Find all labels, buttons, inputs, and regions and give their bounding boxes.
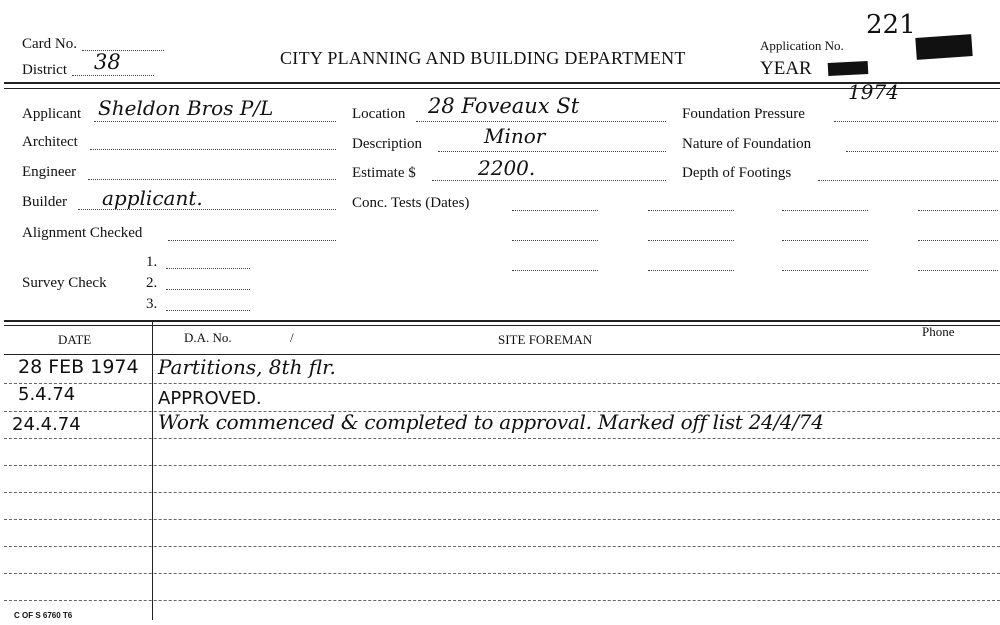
header-rule-2 [4, 88, 1000, 89]
conc-test-line [648, 270, 734, 271]
conc-test-line [782, 210, 868, 211]
row-divider [4, 465, 1000, 466]
conc-test-line [918, 270, 998, 271]
location-value: 28 Foveaux St [428, 94, 580, 118]
estimate-line [432, 180, 666, 181]
log-entry-text: APPROVED. [158, 388, 262, 409]
engineer-label: Engineer [22, 164, 77, 180]
conc-test-line [782, 270, 868, 271]
application-no-label: Application No. [760, 38, 844, 53]
conc-test-line [648, 240, 734, 241]
row-divider [4, 600, 1000, 601]
application-no-value: 221 [866, 10, 916, 40]
applicant-line [94, 121, 336, 122]
location-label: Location [352, 106, 406, 122]
survey-item-2: 2. [146, 275, 158, 291]
description-value: Minor [484, 124, 546, 148]
nature-of-foundation-label: Nature of Foundation [682, 136, 812, 152]
date-column-divider [152, 320, 153, 620]
engineer-line [88, 179, 336, 180]
survey-check-label: Survey Check [22, 275, 107, 291]
row-divider [4, 519, 1000, 520]
log-entry-date: 28 FEB 1974 [18, 356, 139, 378]
conc-test-line [512, 210, 598, 211]
survey-line-1 [166, 268, 250, 269]
year-value: 1974 [848, 80, 899, 104]
estimate-value: 2200. [478, 156, 536, 180]
district-value: 38 [94, 50, 121, 74]
survey-item-3: 3. [146, 296, 158, 312]
form-code: C OF S 6760 T6 [14, 611, 73, 620]
conc-test-line [918, 240, 998, 241]
depth-of-footings-label: Depth of Footings [682, 165, 792, 181]
foundation-pressure-line [834, 121, 998, 122]
row-divider [4, 573, 1000, 574]
redaction-mark [915, 34, 972, 60]
foundation-pressure-label: Foundation Pressure [682, 106, 805, 122]
phone-header: Phone [922, 324, 955, 339]
row-divider [4, 438, 1000, 439]
applicant-label: Applicant [22, 106, 82, 122]
nature-of-foundation-line [846, 151, 998, 152]
survey-line-2 [166, 289, 250, 290]
log-entry-date: 5.4.74 [18, 384, 76, 405]
conc-test-line [782, 240, 868, 241]
card-no-label: Card No. [22, 36, 77, 52]
row-divider [4, 492, 1000, 493]
log-entry-text: Partitions, 8th flr. [158, 355, 336, 379]
da-no-slash: / [290, 330, 294, 345]
district-line [72, 75, 154, 76]
applicant-value: Sheldon Bros P/L [98, 96, 274, 120]
log-top-rule-2 [4, 325, 1000, 326]
builder-label: Builder [22, 194, 67, 210]
depth-of-footings-line [818, 180, 998, 181]
survey-line-3 [166, 310, 250, 311]
page-title: CITY PLANNING AND BUILDING DEPARTMENT [280, 48, 686, 68]
conc-test-line [512, 240, 598, 241]
row-divider [4, 383, 1000, 384]
conc-test-line [918, 210, 998, 211]
year-label: YEAR [760, 58, 812, 79]
conc-test-line [512, 270, 598, 271]
da-no-header: D.A. No. [184, 330, 232, 345]
log-entry-date: 24.4.74 [12, 414, 81, 435]
conc-test-line [648, 210, 734, 211]
alignment-line [168, 240, 336, 241]
row-divider [4, 546, 1000, 547]
log-top-rule [4, 320, 1000, 322]
description-label: Description [352, 136, 422, 152]
architect-label: Architect [22, 134, 78, 150]
builder-value: applicant. [102, 186, 203, 210]
survey-item-1: 1. [146, 254, 158, 270]
header-rule [4, 82, 1000, 84]
site-foreman-header: SITE FOREMAN [498, 332, 593, 347]
conc-tests-label: Conc. Tests (Dates) [352, 195, 470, 211]
date-header: DATE [58, 332, 92, 347]
log-entry-text: Work commenced & completed to approval. Marked off list 24/4/74 [158, 410, 824, 434]
architect-line [90, 149, 336, 150]
district-label: District [22, 62, 67, 78]
header-row-rule [4, 354, 1000, 355]
alignment-checked-label: Alignment Checked [22, 225, 143, 241]
estimate-label: Estimate $ [352, 165, 416, 181]
year-redaction-mark [828, 61, 869, 76]
description-line [438, 151, 666, 152]
location-line [416, 121, 666, 122]
